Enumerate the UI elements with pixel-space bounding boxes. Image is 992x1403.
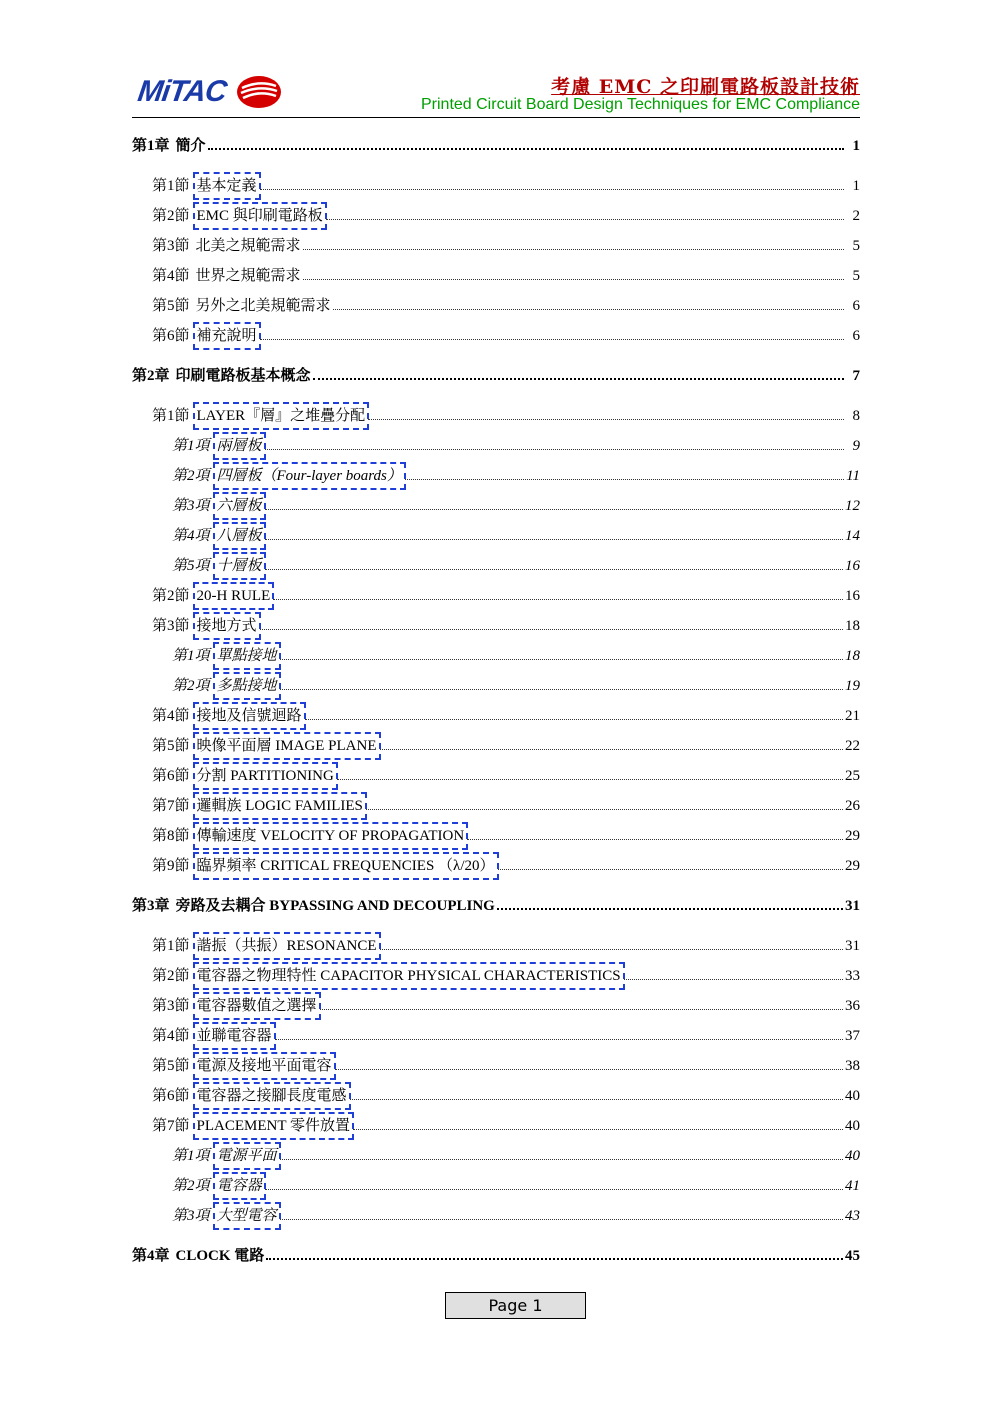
toc-page-number[interactable]: 41 bbox=[845, 1178, 860, 1194]
toc-page-number[interactable]: 31 bbox=[845, 938, 860, 954]
toc-entry-link[interactable]: 四層板（Four-layer boards） bbox=[216, 465, 403, 487]
dot-leader bbox=[368, 407, 844, 420]
toc-entry-number: 第7節 bbox=[152, 798, 190, 814]
toc-section-row[interactable] bbox=[152, 1025, 860, 1047]
toc-entry-number: 第3節 bbox=[152, 618, 190, 634]
toc-chapter-row bbox=[132, 365, 860, 387]
toc-entry-link[interactable]: 兩層板 bbox=[216, 435, 263, 457]
toc-entry-link[interactable]: 接地及信號迴路 bbox=[196, 705, 303, 727]
toc-section-row[interactable] bbox=[152, 795, 860, 817]
header-divider bbox=[132, 117, 860, 118]
dot-leader bbox=[260, 617, 843, 630]
dot-leader bbox=[280, 1147, 843, 1160]
toc-entry-link[interactable]: 電容器 bbox=[216, 1175, 263, 1197]
toc-entry-number: 第4節 bbox=[152, 708, 190, 724]
toc-entry-number: 第3節 bbox=[152, 998, 190, 1014]
toc-page-number[interactable]: 22 bbox=[845, 738, 860, 754]
toc-entry-link[interactable]: 補充說明 bbox=[196, 325, 258, 347]
toc-entry-number: 第4章 bbox=[132, 1248, 170, 1264]
toc-entry-link[interactable]: 映像平面層 IMAGE PLANE bbox=[196, 735, 378, 757]
toc-entry-number: 第2項 bbox=[172, 1178, 210, 1194]
logo-emblem-icon bbox=[236, 75, 282, 109]
toc-entry-number: 第2項 bbox=[172, 678, 210, 694]
dot-leader bbox=[380, 737, 843, 750]
toc-page-number[interactable]: 40 bbox=[845, 1148, 860, 1164]
toc-entry-link[interactable]: EMC 與印刷電路板 bbox=[196, 205, 324, 227]
dot-leader bbox=[326, 207, 844, 220]
dot-leader bbox=[405, 467, 844, 480]
dot-leader bbox=[333, 297, 844, 310]
dot-leader bbox=[353, 1117, 843, 1130]
toc-page-number[interactable]: 8 bbox=[852, 408, 860, 424]
toc-item-row[interactable] bbox=[172, 495, 860, 517]
dot-leader bbox=[265, 527, 843, 540]
toc-page-number[interactable]: 26 bbox=[845, 798, 860, 814]
toc-entry-title: 印刷電路板基本概念 bbox=[175, 368, 311, 384]
toc-page-number[interactable]: 9 bbox=[852, 438, 860, 454]
toc-page-number[interactable]: 18 bbox=[845, 618, 860, 634]
dot-leader bbox=[498, 857, 844, 870]
toc-page-number[interactable]: 6 bbox=[852, 328, 860, 344]
dot-leader bbox=[280, 1207, 843, 1220]
dot-leader bbox=[265, 1177, 843, 1190]
dot-leader bbox=[313, 366, 844, 380]
dot-leader bbox=[467, 827, 843, 840]
toc-entry-number: 第5節 bbox=[152, 738, 190, 754]
toc-page-number[interactable]: 2 bbox=[852, 208, 860, 224]
logo-text: MiTAC bbox=[135, 75, 229, 108]
toc-entry-number: 第4節 bbox=[152, 1028, 190, 1044]
toc-entry-title: 簡介 bbox=[175, 138, 206, 154]
toc-section-row[interactable] bbox=[152, 1085, 860, 1107]
dot-leader bbox=[337, 767, 843, 780]
toc-page-number[interactable]: 40 bbox=[845, 1118, 860, 1134]
toc-item-row[interactable] bbox=[172, 435, 860, 457]
toc-entry-number: 第2項 bbox=[172, 468, 210, 484]
toc-entry-number: 第5節 bbox=[152, 298, 190, 314]
toc-section-row[interactable] bbox=[152, 995, 860, 1017]
toc-page-number[interactable]: 37 bbox=[845, 1028, 860, 1044]
dot-leader bbox=[335, 1057, 843, 1070]
dot-leader bbox=[275, 1027, 843, 1040]
dot-leader bbox=[265, 557, 843, 570]
toc-page-number[interactable]: 38 bbox=[845, 1058, 860, 1074]
toc-entry-link[interactable]: LAYER『層』之堆疊分配 bbox=[196, 405, 367, 427]
page-number-label: Page 1 bbox=[488, 1296, 543, 1315]
dot-leader bbox=[320, 997, 843, 1010]
dot-leader bbox=[497, 896, 843, 910]
toc-page-number[interactable]: 29 bbox=[845, 858, 860, 874]
mitac-logo bbox=[135, 72, 282, 112]
toc-entry-number: 第3項 bbox=[172, 498, 210, 514]
dot-leader bbox=[350, 1087, 843, 1100]
toc-page-number[interactable]: 36 bbox=[845, 998, 860, 1014]
toc-entry-number: 第3節 bbox=[152, 238, 190, 254]
toc-section-row[interactable] bbox=[152, 935, 860, 957]
dot-leader bbox=[305, 707, 843, 720]
toc-entry-link[interactable]: 大型電容 bbox=[216, 1205, 278, 1227]
toc-page-number[interactable]: 19 bbox=[845, 678, 860, 694]
toc-entry-title: 北美之規範需求 bbox=[195, 238, 301, 254]
toc-entry-link[interactable]: 單點接地 bbox=[216, 645, 278, 667]
dot-leader bbox=[265, 497, 843, 510]
toc-entry-link[interactable]: 臨界頻率 CRITICAL FREQUENCIES （λ/20） bbox=[196, 855, 496, 877]
toc-page-number: 5 bbox=[852, 238, 860, 254]
toc-entry-link[interactable]: 電源及接地平面電容 bbox=[196, 1055, 333, 1077]
toc-page-number[interactable]: 16 bbox=[845, 558, 860, 574]
toc-section-row bbox=[152, 265, 860, 287]
toc-chapter-row bbox=[132, 1245, 860, 1267]
toc-section-row bbox=[152, 295, 860, 317]
toc-entry-link[interactable]: 十層板 bbox=[216, 555, 263, 577]
toc-entry-number: 第4項 bbox=[172, 528, 210, 544]
toc-section-row bbox=[152, 235, 860, 257]
toc-page-number: 5 bbox=[852, 268, 860, 284]
toc-page-number[interactable]: 12 bbox=[845, 498, 860, 514]
toc-entry-link[interactable]: 邏輯族 LOGIC FAMILIES bbox=[196, 795, 364, 817]
toc-entry-number: 第4節 bbox=[152, 268, 190, 284]
toc-section-row[interactable] bbox=[152, 965, 860, 987]
toc-item-row[interactable] bbox=[172, 525, 860, 547]
toc-entry-number: 第6節 bbox=[152, 768, 190, 784]
document-title-english: Printed Circuit Board Design Techniques for EMC Compliance bbox=[420, 96, 860, 113]
toc-page-number[interactable]: 11 bbox=[846, 468, 860, 484]
toc-section-row[interactable] bbox=[152, 205, 860, 227]
page-number-box bbox=[445, 1292, 586, 1319]
toc-entry-link[interactable]: 八層板 bbox=[216, 525, 263, 547]
toc-entry-number: 第1項 bbox=[172, 1148, 210, 1164]
toc-entry-number: 第1節 bbox=[152, 408, 190, 424]
dot-leader bbox=[265, 437, 844, 450]
toc-entry-number: 第5項 bbox=[172, 558, 210, 574]
dot-leader bbox=[266, 1246, 843, 1260]
dot-leader bbox=[280, 647, 843, 660]
toc-entry-number: 第2節 bbox=[152, 208, 190, 224]
toc-item-row[interactable] bbox=[172, 645, 860, 667]
toc-chapter-row bbox=[132, 895, 860, 917]
toc-section-row[interactable] bbox=[152, 325, 860, 347]
toc-section-row[interactable] bbox=[152, 705, 860, 727]
toc-entry-number: 第3項 bbox=[172, 1208, 210, 1224]
toc-page-number: 7 bbox=[852, 368, 860, 384]
toc-page-number[interactable]: 33 bbox=[845, 968, 860, 984]
dot-leader bbox=[208, 136, 844, 150]
toc-page-number[interactable]: 29 bbox=[845, 828, 860, 844]
toc-entry-number: 第7節 bbox=[152, 1118, 190, 1134]
toc-entry-number: 第6節 bbox=[152, 328, 190, 344]
toc-entry-number: 第2章 bbox=[132, 368, 170, 384]
toc-entry-number: 第1項 bbox=[172, 438, 210, 454]
toc-item-row[interactable] bbox=[172, 1175, 860, 1197]
toc-entry-title: 世界之規範需求 bbox=[195, 268, 301, 284]
toc-entry-link[interactable]: 六層板 bbox=[216, 495, 263, 517]
toc-entry-link[interactable]: 傳輸速度 VELOCITY OF PROPAGATION bbox=[196, 825, 466, 847]
toc-section-row[interactable] bbox=[152, 825, 860, 847]
dot-leader bbox=[260, 327, 844, 340]
toc-item-row[interactable] bbox=[172, 675, 860, 697]
toc-entry-link[interactable]: 並聯電容器 bbox=[196, 1025, 273, 1047]
toc-item-row[interactable] bbox=[172, 1205, 860, 1227]
toc-entry-number: 第9節 bbox=[152, 858, 190, 874]
toc-entry-link[interactable]: PLACEMENT 零件放置 bbox=[196, 1115, 351, 1137]
toc-entry-number: 第1節 bbox=[152, 178, 190, 194]
toc-section-row[interactable] bbox=[152, 585, 860, 607]
toc-entry-number: 第1項 bbox=[172, 648, 210, 664]
toc-entry-link[interactable]: 電容器之接腳長度電感 bbox=[196, 1085, 348, 1107]
dot-leader bbox=[366, 797, 843, 810]
toc-section-row[interactable] bbox=[152, 735, 860, 757]
toc-chapter-row bbox=[132, 135, 860, 157]
toc-page-number[interactable]: 40 bbox=[845, 1088, 860, 1104]
toc-section-row[interactable] bbox=[152, 765, 860, 787]
dot-leader bbox=[280, 677, 843, 690]
toc-entry-number: 第3章 bbox=[132, 898, 170, 914]
dot-leader bbox=[303, 267, 844, 280]
document-title-chinese: 考慮 EMC 之印刷電路板設計技術 bbox=[551, 76, 860, 98]
toc-page-number[interactable]: 16 bbox=[845, 588, 860, 604]
dot-leader bbox=[380, 937, 843, 950]
toc-item-row[interactable] bbox=[172, 555, 860, 577]
toc-entry-number: 第1節 bbox=[152, 938, 190, 954]
toc-section-row[interactable] bbox=[152, 405, 860, 427]
toc-entry-link[interactable]: 分割 PARTITIONING bbox=[196, 765, 335, 787]
toc-entry-number: 第5節 bbox=[152, 1058, 190, 1074]
toc-entry-link[interactable]: 電容器數值之選擇 bbox=[196, 995, 318, 1017]
toc-section-row[interactable] bbox=[152, 615, 860, 637]
dot-leader bbox=[260, 177, 844, 190]
toc-entry-link[interactable]: 20-H RULE bbox=[196, 585, 272, 607]
page-header bbox=[0, 0, 992, 130]
toc-page-number[interactable]: 25 bbox=[845, 768, 860, 784]
toc-entry-number: 第2節 bbox=[152, 968, 190, 984]
toc-entry-title: 另外之北美規範需求 bbox=[195, 298, 331, 314]
toc-entry-number: 第2節 bbox=[152, 588, 190, 604]
toc-entry-link[interactable]: 電容器之物理特性 CAPACITOR PHYSICAL CHARACTERISTICS bbox=[196, 965, 622, 987]
toc-item-row[interactable] bbox=[172, 1145, 860, 1167]
toc-entry-number: 第1章 bbox=[132, 138, 170, 154]
toc-entry-link[interactable]: 電源平面 bbox=[216, 1145, 278, 1167]
toc-page-number[interactable]: 21 bbox=[845, 708, 860, 724]
dot-leader bbox=[624, 967, 843, 980]
toc-page-number[interactable]: 43 bbox=[845, 1208, 860, 1224]
toc-item-row[interactable] bbox=[172, 465, 860, 487]
toc-page-number[interactable]: 18 bbox=[845, 648, 860, 664]
toc-entry-title: 旁路及去耦合 BYPASSING AND DECOUPLING bbox=[175, 898, 495, 914]
toc-section-row[interactable] bbox=[152, 1055, 860, 1077]
toc-page-number: 45 bbox=[845, 1248, 860, 1264]
toc-entry-link[interactable]: 基本定義 bbox=[196, 175, 258, 197]
toc-section-row[interactable] bbox=[152, 1115, 860, 1137]
toc-page-number: 6 bbox=[852, 298, 860, 314]
toc-entry-link[interactable]: 接地方式 bbox=[196, 615, 258, 637]
toc-entry-link[interactable]: 多點接地 bbox=[216, 675, 278, 697]
toc-entry-title: CLOCK 電路 bbox=[175, 1248, 265, 1264]
toc-entry-number: 第6節 bbox=[152, 1088, 190, 1104]
toc-page-number: 31 bbox=[845, 898, 860, 914]
toc-page-number[interactable]: 14 bbox=[845, 528, 860, 544]
dot-leader bbox=[303, 237, 844, 250]
toc-page-number[interactable]: 1 bbox=[852, 178, 860, 194]
toc-section-row[interactable] bbox=[152, 175, 860, 197]
dot-leader bbox=[273, 587, 843, 600]
toc-entry-number: 第8節 bbox=[152, 828, 190, 844]
toc-section-row[interactable] bbox=[152, 855, 860, 877]
toc-page-number: 1 bbox=[852, 138, 860, 154]
toc-entry-link[interactable]: 諧振（共振）RESONANCE bbox=[196, 935, 378, 957]
